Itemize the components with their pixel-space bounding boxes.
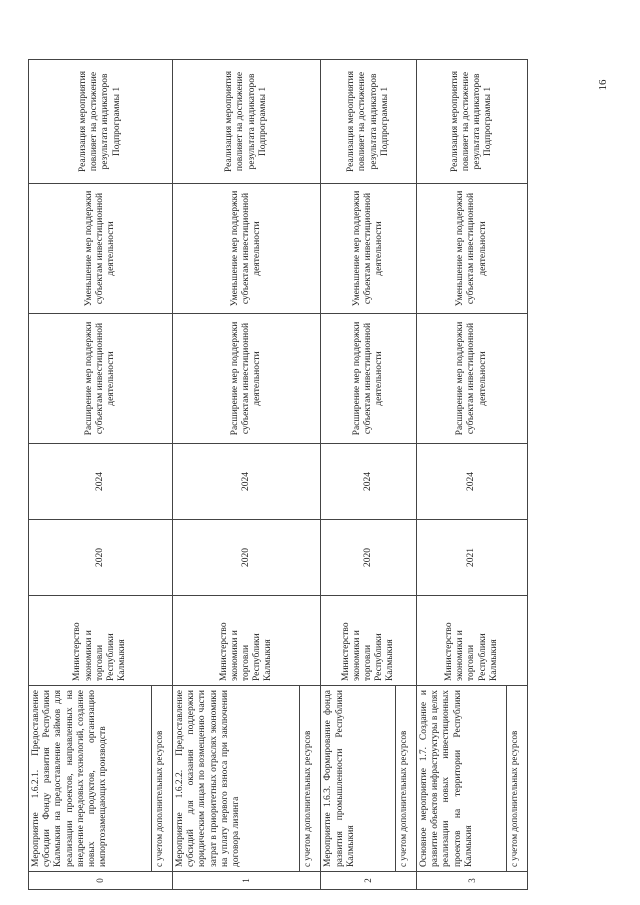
measure-text: Мероприятие 1.6.2.1. Предоставление субсидии Фонду развития Республики Калмыкия на предоставление займов для реализации проектов, направленных на внедрение передовых технологий, создание новых продуктов, организацию импортозамещающих производств xyxy=(29,686,152,872)
measures-table xyxy=(28,59,528,890)
page-number: 16 xyxy=(597,79,609,91)
extra-resources-text: с учетом дополнительных ресурсов xyxy=(396,686,417,872)
table-row xyxy=(29,60,152,890)
indicator-link: Реализация мероприятия повлияет на достижение результата индикаторов Подпрограммы 1 xyxy=(321,60,417,184)
row-number: 1 xyxy=(172,872,320,890)
start-year: 2020 xyxy=(29,520,173,596)
measure-text: Мероприятие 1.6.3. Формирование фонда развития промышленности Республики Калмыкия xyxy=(321,686,396,872)
end-year: 2024 xyxy=(416,444,527,520)
indicator-link: Реализация мероприятия повлияет на достижение результата индикаторов Подпрограммы 1 xyxy=(172,60,320,184)
measure-text: Основное мероприятие 1.7. Создание и развитие объектов инфраструктуры в целях реализации новых инвестиционных проектов на территории Республики Калмыкия xyxy=(416,686,506,872)
end-year: 2024 xyxy=(321,444,417,520)
expected-result: Расширение мер поддержки субъектам инвестиционной деятельности xyxy=(172,314,320,444)
non-implementation-consequence: Уменьшение мер поддержки субъектам инвестиционной деятельности xyxy=(416,184,527,314)
end-year: 2024 xyxy=(29,444,173,520)
extra-resources-text: с учетом дополнительных ресурсов xyxy=(300,686,321,872)
row-number: 2 xyxy=(321,872,417,890)
measure-text: Мероприятие 1.6.2.2. Предоставление субсидий для оказания поддержки юридическим лицам по возмещению части затрат в приоритетных отраслях экономики на уплату первого взноса при заключении договора лизинга xyxy=(172,686,299,872)
rotated-table-container xyxy=(28,60,528,890)
non-implementation-consequence: Уменьшение мер поддержки субъектам инвестиционной деятельности xyxy=(172,184,320,314)
non-implementation-consequence: Уменьшение мер поддержки субъектам инвестиционной деятельности xyxy=(29,184,173,314)
start-year: 2021 xyxy=(416,520,527,596)
executor: Министерство экономики и торговли Республики Калмыкия xyxy=(321,596,417,686)
table-row xyxy=(321,60,396,890)
indicator-link: Реализация мероприятия повлияет на достижение результата индикаторов Подпрограммы 1 xyxy=(29,60,173,184)
non-implementation-consequence: Уменьшение мер поддержки субъектам инвестиционной деятельности xyxy=(321,184,417,314)
end-year: 2024 xyxy=(172,444,320,520)
extra-resources-text: с учетом дополнительных ресурсов xyxy=(507,686,528,872)
executor: Министерство экономики и торговли Республики Калмыкия xyxy=(172,596,320,686)
row-number: 0 xyxy=(29,872,173,890)
extra-resources-text: с учетом дополнительных ресурсов xyxy=(152,686,173,872)
expected-result: Расширение мер поддержки субъектам инвестиционной деятельности xyxy=(29,314,173,444)
indicator-link: Реализация мероприятия повлияет на достижение результата индикаторов Подпрограммы 1 xyxy=(416,60,527,184)
start-year: 2020 xyxy=(321,520,417,596)
table-row xyxy=(416,60,506,890)
row-number: 3 xyxy=(416,872,527,890)
executor: Министерство экономики и торговли Республики Калмыкия xyxy=(29,596,173,686)
expected-result: Расширение мер поддержки субъектам инвестиционной деятельности xyxy=(416,314,527,444)
executor: Министерство экономики и торговли Республики Калмыкия xyxy=(416,596,527,686)
start-year: 2020 xyxy=(172,520,320,596)
table-row xyxy=(172,60,299,890)
expected-result: Расширение мер поддержки субъектам инвестиционной деятельности xyxy=(321,314,417,444)
